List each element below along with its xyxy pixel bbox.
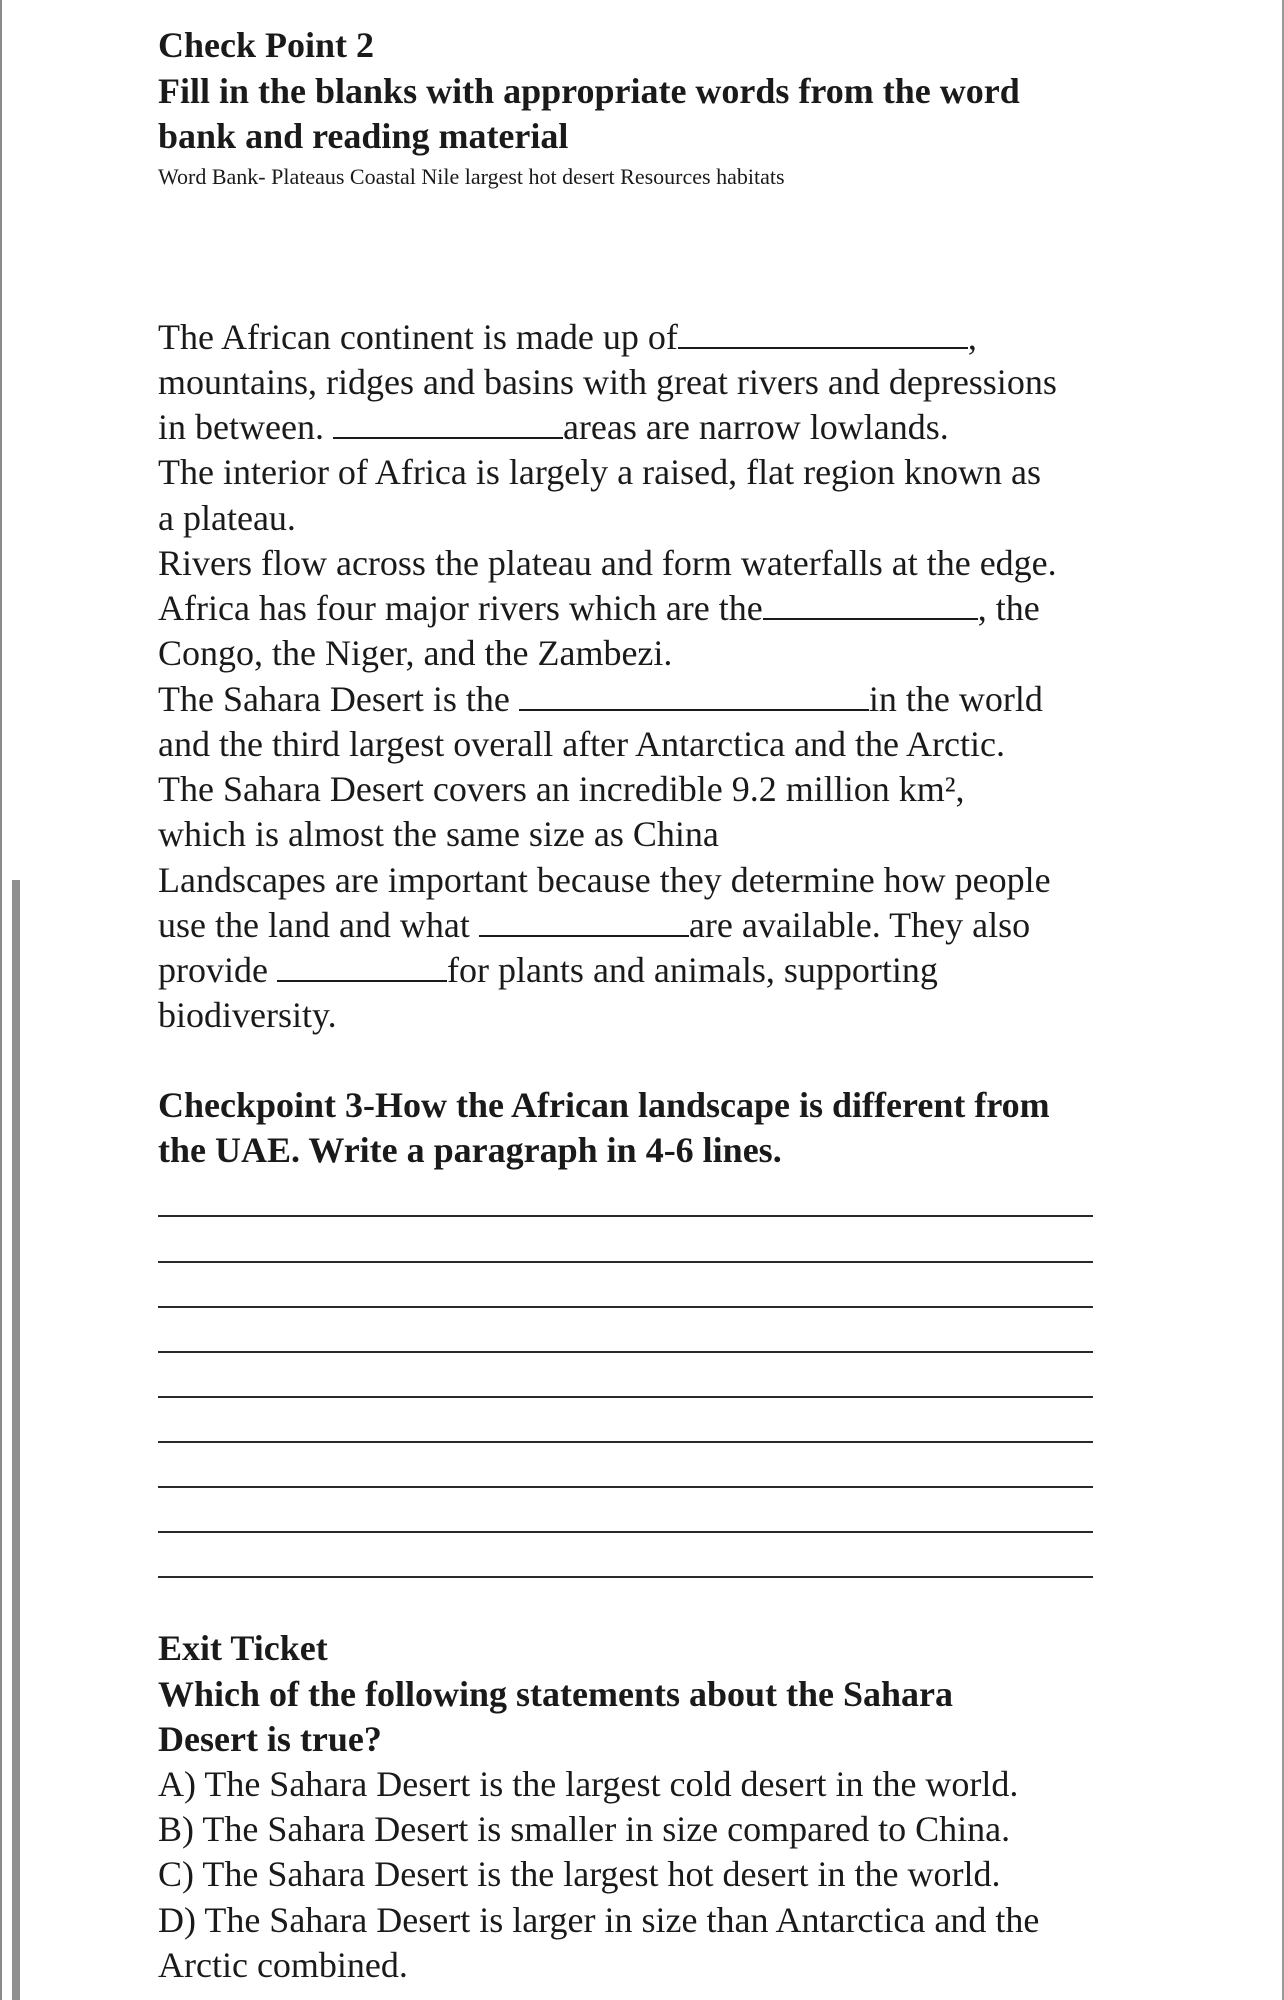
passage-text: provide — [158, 950, 268, 990]
passage-text: are available. They also — [688, 905, 1031, 945]
left-page-edge — [0, 0, 2, 2000]
checkpoint2-title: Check Point 2 — [158, 25, 374, 65]
writing-line[interactable] — [158, 1306, 1093, 1308]
passage-text: use the land and what — [158, 905, 470, 945]
passage-line-8: Congo, the Niger, and the Zambezi. — [158, 633, 673, 673]
passage-text: The Sahara Desert is the — [158, 679, 510, 719]
passage-line-3 — [158, 406, 949, 448]
writing-line[interactable] — [158, 1576, 1093, 1578]
checkpoint2-instruction-line2: bank and reading material — [158, 116, 569, 156]
passage-line-14 — [158, 904, 1030, 946]
checkpoint3-title-line1: Checkpoint 3-How the African landscape is different from — [158, 1085, 1050, 1125]
passage-line-9 — [158, 678, 1043, 720]
passage-text: in the world — [868, 679, 1043, 719]
blank-1[interactable] — [678, 317, 968, 349]
writing-line[interactable] — [158, 1215, 1093, 1217]
passage-text: , the — [977, 588, 1040, 628]
passage-line-5: a plateau. — [158, 498, 296, 538]
passage-line-13: Landscapes are important because they determine how people — [158, 860, 1051, 900]
passage-line-15 — [158, 949, 938, 991]
option-b: B) The Sahara Desert is smaller in size compared to China. — [158, 1809, 1011, 1849]
checkpoint2-instruction-line1: Fill in the blanks with appropriate words from the word — [158, 71, 1020, 111]
passage-line-4: The interior of Africa is largely a raised, flat region known as — [158, 452, 1042, 492]
passage-text: , — [967, 317, 977, 357]
passage-text: Africa has four major rivers which are the — [158, 588, 763, 628]
passage-line-6: Rivers flow across the plateau and form waterfalls at the edge. — [158, 543, 1057, 583]
checkpoint3-title-line2: the UAE. Write a paragraph in 4-6 lines. — [158, 1130, 782, 1170]
option-d-line2: Arctic combined. — [158, 1945, 408, 1985]
writing-line[interactable] — [158, 1486, 1093, 1488]
writing-line[interactable] — [158, 1396, 1093, 1398]
passage-text: in between. — [158, 407, 324, 447]
exit-ticket-question-line1: Which of the following statements about the Sahara — [158, 1674, 954, 1714]
writing-line[interactable] — [158, 1261, 1093, 1263]
passage-line-2: mountains, ridges and basins with great rivers and depressions — [158, 362, 1057, 402]
passage-line-7 — [158, 587, 1040, 629]
word-bank: Word Bank- Plateaus Coastal Nile largest hot desert Resources habitats — [158, 164, 785, 189]
passage-text: for plants and animals, supporting — [446, 950, 938, 990]
option-a: A) The Sahara Desert is the largest cold desert in the world. — [158, 1764, 1019, 1804]
passage-line-16: biodiversity. — [158, 995, 337, 1035]
writing-line[interactable] — [158, 1351, 1093, 1353]
passage-line-10: and the third largest overall after Antarctica and the Arctic. — [158, 724, 1005, 764]
exit-ticket-title: Exit Ticket — [158, 1628, 328, 1668]
blank-6[interactable] — [277, 950, 447, 982]
blank-4[interactable] — [519, 679, 869, 711]
left-margin-bar — [12, 880, 20, 2000]
passage-text: The African continent is made up of — [158, 317, 678, 357]
blank-5[interactable] — [479, 905, 689, 937]
passage-text: areas are narrow lowlands. — [562, 407, 949, 447]
option-d-line1: D) The Sahara Desert is larger in size than Antarctica and the — [158, 1900, 1040, 1940]
exit-ticket-question-line2: Desert is true? — [158, 1719, 382, 1759]
blank-3[interactable] — [763, 588, 978, 620]
blank-2[interactable] — [333, 407, 563, 439]
writing-line[interactable] — [158, 1531, 1093, 1533]
passage-line-12: which is almost the same size as China — [158, 814, 719, 854]
option-c: C) The Sahara Desert is the largest hot desert in the world. — [158, 1854, 1001, 1894]
writing-line[interactable] — [158, 1441, 1093, 1443]
passage-line-11: The Sahara Desert covers an incredible 9.2 million km², — [158, 769, 965, 809]
passage-line-1 — [158, 316, 977, 358]
